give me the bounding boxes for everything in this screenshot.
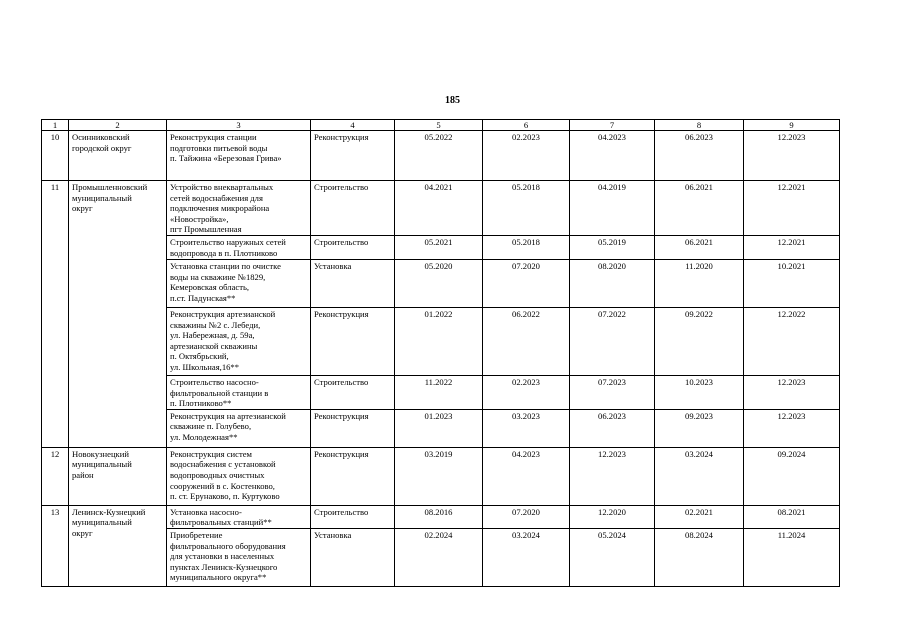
project-name-line: фильтровальных станций** bbox=[170, 517, 272, 528]
project-name-line: подготовки питьевой воды bbox=[170, 142, 268, 153]
work-type-cell: Реконструкция bbox=[311, 409, 395, 447]
district-name-line: городской округ bbox=[72, 142, 132, 153]
date-cell-d9: 09.2024 bbox=[744, 447, 840, 505]
project-name-line: ул. Набережная, д. 59а, bbox=[170, 330, 255, 341]
date-cell-d8: 09.2022 bbox=[655, 307, 744, 375]
column-number-4: 4 bbox=[311, 120, 395, 131]
date-cell-d6: 03.2024 bbox=[483, 528, 570, 586]
district-name-line: Новокузнецкий bbox=[72, 448, 129, 459]
date-cell-d5: 03.2019 bbox=[395, 447, 483, 505]
date-cell-d9: 10.2021 bbox=[744, 259, 840, 307]
date-cell-d5: 05.2020 bbox=[395, 259, 483, 307]
project-name-line: сетей водоснабжения для bbox=[170, 192, 263, 203]
project-name-cell bbox=[167, 181, 311, 236]
district-name-line: округ bbox=[72, 203, 93, 214]
project-name-line: Установка насосно- bbox=[170, 506, 242, 517]
table-row bbox=[42, 447, 840, 505]
date-cell-d7: 08.2020 bbox=[570, 259, 655, 307]
date-cell-d5: 11.2022 bbox=[395, 375, 483, 409]
project-name-line: п. ст. Ерунаково, п. Куртуково bbox=[170, 491, 280, 502]
work-type-cell: Установка bbox=[311, 528, 395, 586]
date-cell-d7: 06.2023 bbox=[570, 409, 655, 447]
work-type-cell: Реконструкция bbox=[311, 307, 395, 375]
column-number-6: 6 bbox=[483, 120, 570, 131]
date-cell-d7: 04.2023 bbox=[570, 131, 655, 181]
row-number-cell: 10 bbox=[42, 131, 69, 181]
project-name-line: Строительство наружных сетей bbox=[170, 236, 286, 247]
date-cell-d7: 04.2019 bbox=[570, 181, 655, 236]
work-type-cell: Строительство bbox=[311, 181, 395, 236]
project-name-line: ул. Школьная,16** bbox=[170, 361, 240, 372]
project-name-line: Реконструкция на артезианской bbox=[170, 410, 286, 421]
date-cell-d7: 07.2023 bbox=[570, 375, 655, 409]
project-name-line: пунктах Ленинск-Кузнецкого bbox=[170, 561, 278, 572]
date-cell-d6: 02.2023 bbox=[483, 375, 570, 409]
project-name-line: п.ст. Падунская** bbox=[170, 292, 236, 303]
project-name-line: фильтровального оборудования bbox=[170, 540, 286, 551]
project-name-line: Реконструкция систем bbox=[170, 448, 252, 459]
project-name-line: сооружений в с. Костенково, bbox=[170, 480, 275, 491]
date-cell-d8: 03.2024 bbox=[655, 447, 744, 505]
date-cell-d8: 09.2023 bbox=[655, 409, 744, 447]
date-cell-d9: 08.2021 bbox=[744, 505, 840, 528]
project-name-cell bbox=[167, 235, 311, 259]
page-number: 185 bbox=[445, 95, 460, 106]
column-number-8: 8 bbox=[655, 120, 744, 131]
work-type-cell: Установка bbox=[311, 259, 395, 307]
plan-table bbox=[41, 119, 840, 587]
project-name-line: Установка станции по очистке bbox=[170, 260, 281, 271]
date-cell-d6: 03.2023 bbox=[483, 409, 570, 447]
project-name-line: подключения микрорайона bbox=[170, 203, 270, 214]
column-number-row bbox=[42, 120, 840, 131]
date-cell-d6: 06.2022 bbox=[483, 307, 570, 375]
project-name-cell bbox=[167, 409, 311, 447]
district-cell bbox=[69, 181, 167, 448]
date-cell-d8: 06.2021 bbox=[655, 235, 744, 259]
plan-table-body bbox=[42, 120, 840, 587]
table-row bbox=[42, 505, 840, 528]
date-cell-d8: 11.2020 bbox=[655, 259, 744, 307]
project-name-line: Реконструкция станции bbox=[170, 132, 257, 142]
project-name-cell bbox=[167, 131, 311, 181]
district-name-line: округ bbox=[72, 527, 93, 538]
date-cell-d8: 08.2024 bbox=[655, 528, 744, 586]
project-name-cell bbox=[167, 447, 311, 505]
district-name-line: муниципальный bbox=[72, 459, 132, 470]
district-cell bbox=[69, 505, 167, 586]
project-name-line: Строительство насосно- bbox=[170, 376, 259, 387]
project-name-line: пгт Промышленная bbox=[170, 224, 242, 235]
date-cell-d8: 02.2021 bbox=[655, 505, 744, 528]
column-number-5: 5 bbox=[395, 120, 483, 131]
work-type-cell: Строительство bbox=[311, 505, 395, 528]
date-cell-d5: 08.2016 bbox=[395, 505, 483, 528]
date-cell-d8: 06.2023 bbox=[655, 131, 744, 181]
date-cell-d9: 12.2021 bbox=[744, 181, 840, 236]
district-name-line: Осинниковский bbox=[72, 132, 130, 142]
date-cell-d6: 07.2020 bbox=[483, 259, 570, 307]
district-name-line: Промышленновский bbox=[72, 182, 148, 192]
project-name-line: «Новостройка», bbox=[170, 213, 229, 224]
project-name-line: п. Плотниково** bbox=[170, 398, 232, 409]
project-name-line: п. Тайжина «Березовая Грива» bbox=[170, 153, 282, 164]
project-name-line: Приобретение bbox=[170, 529, 223, 540]
date-cell-d5: 01.2022 bbox=[395, 307, 483, 375]
date-cell-d6: 07.2020 bbox=[483, 505, 570, 528]
date-cell-d9: 12.2023 bbox=[744, 131, 840, 181]
date-cell-d6: 05.2018 bbox=[483, 181, 570, 236]
project-name-line: Устройство внеквартальных bbox=[170, 182, 274, 192]
date-cell-d9: 11.2024 bbox=[744, 528, 840, 586]
date-cell-d7: 05.2019 bbox=[570, 235, 655, 259]
date-cell-d5: 02.2024 bbox=[395, 528, 483, 586]
project-name-line: водопровода в п. Плотниково bbox=[170, 247, 278, 258]
work-type-cell: Строительство bbox=[311, 235, 395, 259]
column-number-1: 1 bbox=[42, 120, 69, 131]
project-name-line: муниципального округа** bbox=[170, 572, 267, 583]
column-number-9: 9 bbox=[744, 120, 840, 131]
date-cell-d9: 12.2021 bbox=[744, 235, 840, 259]
date-cell-d8: 10.2023 bbox=[655, 375, 744, 409]
project-name-line: фильтровальной станции в bbox=[170, 387, 269, 398]
date-cell-d5: 04.2021 bbox=[395, 181, 483, 236]
district-cell bbox=[69, 447, 167, 505]
project-name-line: Реконструкция артезианской bbox=[170, 308, 276, 319]
date-cell-d8: 06.2021 bbox=[655, 181, 744, 236]
project-name-line: скважине п. Голубево, bbox=[170, 421, 252, 432]
district-name-line: район bbox=[72, 469, 94, 480]
date-cell-d7: 12.2020 bbox=[570, 505, 655, 528]
district-cell bbox=[69, 131, 167, 181]
project-name-cell bbox=[167, 259, 311, 307]
date-cell-d9: 12.2023 bbox=[744, 409, 840, 447]
work-type-cell: Реконструкция bbox=[311, 131, 395, 181]
date-cell-d7: 07.2022 bbox=[570, 307, 655, 375]
project-name-line: водопроводных очистных bbox=[170, 469, 265, 480]
date-cell-d6: 05.2018 bbox=[483, 235, 570, 259]
project-name-line: артезианской скважины bbox=[170, 340, 258, 351]
row-number-cell: 12 bbox=[42, 447, 69, 505]
column-number-3: 3 bbox=[167, 120, 311, 131]
date-cell-d6: 02.2023 bbox=[483, 131, 570, 181]
date-cell-d9: 12.2023 bbox=[744, 375, 840, 409]
date-cell-d5: 05.2022 bbox=[395, 131, 483, 181]
project-name-cell bbox=[167, 307, 311, 375]
project-name-cell bbox=[167, 375, 311, 409]
project-name-line: водоснабжения с установкой bbox=[170, 459, 276, 470]
work-type-cell: Реконструкция bbox=[311, 447, 395, 505]
project-name-line: воды на скважине №1829, bbox=[170, 271, 266, 282]
column-number-7: 7 bbox=[570, 120, 655, 131]
date-cell-d9: 12.2022 bbox=[744, 307, 840, 375]
project-name-line: для установки в населенных bbox=[170, 551, 275, 562]
row-number-cell: 13 bbox=[42, 505, 69, 586]
date-cell-d7: 05.2024 bbox=[570, 528, 655, 586]
table-row bbox=[42, 181, 840, 236]
district-name-line: муниципальный bbox=[72, 517, 132, 528]
project-name-cell bbox=[167, 505, 311, 528]
project-name-line: скважины №2 с. Лебеди, bbox=[170, 319, 261, 330]
work-type-cell: Строительство bbox=[311, 375, 395, 409]
table-row bbox=[42, 131, 840, 181]
district-name-line: Ленинск-Кузнецкий bbox=[72, 506, 146, 517]
date-cell-d7: 12.2023 bbox=[570, 447, 655, 505]
district-name-line: муниципальный bbox=[72, 192, 132, 203]
project-name-cell bbox=[167, 528, 311, 586]
project-name-line: Кемеровская область, bbox=[170, 282, 250, 293]
date-cell-d5: 01.2023 bbox=[395, 409, 483, 447]
date-cell-d6: 04.2023 bbox=[483, 447, 570, 505]
project-name-line: п. Октябрьский, bbox=[170, 351, 229, 362]
date-cell-d5: 05.2021 bbox=[395, 235, 483, 259]
row-number-cell: 11 bbox=[42, 181, 69, 448]
column-number-2: 2 bbox=[69, 120, 167, 131]
project-name-line: ул. Молодежная** bbox=[170, 431, 238, 442]
